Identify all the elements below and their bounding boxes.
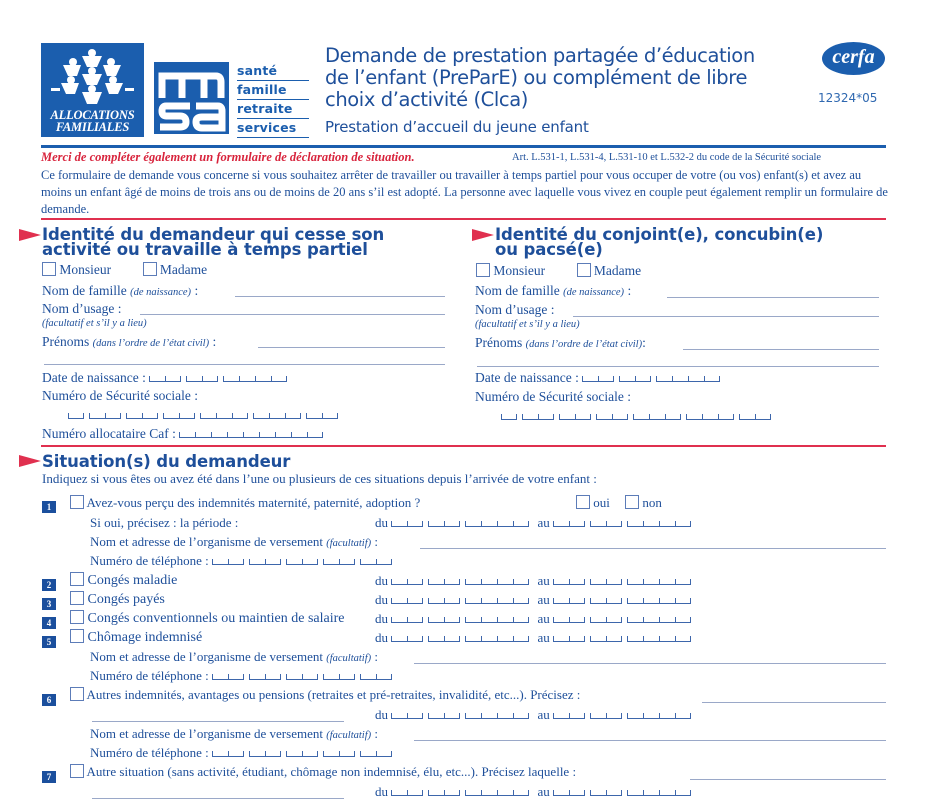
applicant-caf-number-field[interactable] [179,428,328,438]
end-date-field[interactable] [553,517,696,527]
start-date-field[interactable] [391,613,534,623]
situations-heading: Situation(s) du demandeur [42,452,291,471]
situation-4-row [70,610,345,627]
organisme-label: Nom et adresse de l’organisme de versement (facultatif) : [90,649,379,664]
legal-reference: Art. L.531-1, L.531-4, L.531-10 et L.532-2 du code de la Sécurité sociale [512,152,822,163]
label-note: (dans l’ordre de l’état civil) [525,339,643,350]
label-text: Nom et adresse de l’organisme de versement [90,649,323,664]
partner-nom-usage-field[interactable] [573,316,879,317]
au-label: au [537,707,550,722]
applicant-prenoms-field[interactable] [258,347,445,348]
applicant-heading [42,227,384,257]
start-date-field[interactable] [391,594,534,604]
partner-date-naissance-field[interactable] [582,372,725,382]
label-note: (de naissance) [563,287,625,298]
item-number-badge: 3 [42,598,56,610]
end-date-field[interactable] [553,594,696,604]
partner-prenoms-field[interactable] [683,349,879,350]
situation-1-row [70,495,420,511]
label-text: Prénoms [475,335,523,350]
header-divider [41,145,886,148]
situation-6-precisez-field-2[interactable] [92,721,344,722]
msa-word-famille: famille [237,81,309,100]
start-date-field[interactable] [391,517,534,527]
label-text: Numéro allocataire Caf : [42,426,176,441]
partner-nom-usage-label: Nom d’usage : [475,302,555,317]
situations-intro: Indiquez si vous êtes ou avez été dans l’une ou plusieurs de ces situations depuis l’arrivée de votre enfant : [42,471,597,486]
partner-heading-line-2: ou pacsé(e) [495,240,603,259]
telephone-row-1 [90,553,397,569]
du-label: du [375,573,388,588]
label-text: Numéro de téléphone : [90,553,209,568]
partner-civility [476,263,641,279]
au-label: au [537,592,550,607]
situation-7-label: Autre situation (sans activité, étudiant, chômage non indemnisé, élu, etc...). Précisez laquelle : [86,764,577,779]
situation-2-row [70,572,177,589]
end-date-field[interactable] [553,632,696,642]
start-date-field[interactable] [391,709,534,719]
situation-3-label: Congés payés [87,592,165,607]
title-line-2: de l’enfant (PreParE) ou complément de libre [325,66,748,89]
item-number-badge: 5 [42,636,56,648]
telephone-row-6 [90,745,397,761]
telephone-field-1[interactable] [212,555,397,565]
label-text: Nom de famille [475,283,560,298]
situation-3-checkbox[interactable] [70,591,84,605]
oui-label: oui [593,495,610,510]
situation-5-checkbox[interactable] [70,629,84,643]
label-note: (facultatif) [326,653,372,664]
partner-prenoms-label: Prénoms (dans l’ordre de l’état civil): [475,335,646,350]
situation-7-precisez-field[interactable] [690,779,886,780]
du-label: du [375,784,388,799]
au-label: au [537,784,550,799]
item-number-badge: 6 [42,694,56,706]
du-label: du [375,611,388,626]
situation-4-checkbox[interactable] [70,610,84,624]
applicant-secu-label: Numéro de Sécurité sociale : [42,388,198,403]
applicant-nom-usage-label: Nom d’usage : [42,301,122,316]
applicant-nom-famille-field[interactable] [235,296,445,297]
du-label: du [375,515,388,530]
end-date-field[interactable] [553,575,696,585]
label-text: Numéro de téléphone : [90,745,209,760]
applicant-caf-number [42,426,328,442]
organisme-label: Nom et adresse de l’organisme de versement (facultatif) : [90,726,379,741]
situation-item-1 [42,497,56,515]
situation-5-period [375,630,696,646]
organisme-label: Nom et adresse de l’organisme de versement (facultatif) : [90,534,379,549]
partner-secu-label: Numéro de Sécurité sociale : [475,389,631,404]
label-text: Date de naissance : [475,370,579,385]
applicant-nom-famille-label: Nom de famille (de naissance) : [42,283,199,298]
situation-4-period [375,611,696,627]
partner-madame-checkbox[interactable] [577,263,591,277]
label-text: Nom et adresse de l’organisme de versement [90,726,323,741]
start-date-field[interactable] [391,575,534,585]
applicant-madame-checkbox[interactable] [143,262,157,276]
label-text: Nom de famille [42,283,127,298]
partner-nom-famille-field[interactable] [667,297,879,298]
non-checkbox[interactable] [625,495,639,509]
label-note: (dans l’ordre de l’état civil) [92,338,210,349]
start-date-field[interactable] [391,632,534,642]
applicant-nom-usage-note: (facultatif et s’il y a lieu) [42,318,147,329]
madame-label: Madame [159,262,208,277]
applicant-civility [42,262,207,278]
situation-5-label: Chômage indemnisé [87,630,203,645]
caf-logo [41,43,144,137]
au-label: au [537,611,550,626]
applicant-secu-field[interactable] [68,406,343,424]
item-number-badge: 7 [42,771,56,783]
label-text: Date de naissance : [42,370,146,385]
section-divider [41,218,886,220]
msa-tagline [237,62,309,138]
oui-non-choice [576,495,662,511]
partner-monsieur-checkbox[interactable] [476,263,490,277]
situation-6-label: Autres indemnités, avantages ou pensions (retraites et pré-retraites, invalidité, etc...). Précisez : [86,687,581,702]
label-note: (facultatif) [326,538,372,549]
telephone-field-6[interactable] [212,747,397,757]
du-label: du [375,630,388,645]
organisme-field-5[interactable] [414,663,886,664]
end-date-field[interactable] [553,709,696,719]
applicant-prenoms-label: Prénoms (dans l’ordre de l’état civil) : [42,334,217,349]
partner-heading [495,227,823,257]
telephone-field-5[interactable] [212,670,397,680]
monsieur-label: Monsieur [493,263,546,278]
msa-monogram-icon [154,62,229,134]
madame-label: Madame [593,263,642,278]
situation-7-row [70,764,576,780]
applicant-date-naissance-field[interactable] [149,372,292,382]
arrow-icon [19,229,41,241]
au-label: au [537,515,550,530]
title-line-1: Demande de prestation partagée d’éducation [325,44,755,67]
applicant-heading-line-2: activité ou travaille à temps partiel [42,240,368,259]
situation-6-row [70,687,580,703]
situation-4-label: Congés conventionnels ou maintien de salaire [87,611,345,626]
situation-7-period [375,784,696,800]
label-note: (de naissance) [130,287,192,298]
label-text: Numéro de téléphone : [90,668,209,683]
situation-1-checkbox[interactable] [70,495,84,509]
end-date-field[interactable] [553,613,696,623]
situation-2-label: Congés maladie [87,573,178,588]
non-label: non [642,495,662,510]
partner-date-naissance [475,370,725,386]
applicant-nom-usage-field[interactable] [140,314,445,315]
label-note: (facultatif) [326,730,372,741]
organisme-field-6[interactable] [414,740,886,741]
cerfa-number: 12324*05 [818,91,878,105]
monsieur-label: Monsieur [59,262,112,277]
telephone-row-5 [90,668,397,684]
partner-nom-famille-label: Nom de famille (de naissance) : [475,283,632,298]
situation-3-period [375,592,696,608]
partner-prenoms-field-2[interactable] [477,366,879,367]
situation-2-checkbox[interactable] [70,572,84,586]
msa-word-services: services [237,119,309,138]
title-line-3: choix d’activité (Clca) [325,88,528,111]
applicant-heading-line-1: Identité du demandeur qui cesse son [42,225,385,244]
situation-6-checkbox[interactable] [70,687,84,701]
oui-checkbox[interactable] [576,495,590,509]
label-text: Prénoms [42,334,90,349]
au-label: au [537,573,550,588]
situation-6-period [375,707,696,723]
situation-6-precisez-field[interactable] [702,702,886,703]
du-label: du [375,592,388,607]
au-label: au [537,630,550,645]
partner-nom-usage-note: (facultatif et s’il y a lieu) [475,319,580,330]
msa-logo [154,62,229,134]
situation-1-label: Avez-vous perçu des indemnités maternité, paternité, adoption ? [86,495,421,510]
organisme-field-1[interactable] [420,548,886,549]
caf-logo-text-2: FAMILIALES [55,120,130,134]
situation-5-row [70,629,202,646]
applicant-date-naissance [42,370,292,386]
du-label: du [375,707,388,722]
end-date-field[interactable] [553,786,696,796]
start-date-field[interactable] [391,786,534,796]
section-divider [41,445,886,447]
situation-7-checkbox[interactable] [70,764,84,778]
item-number-badge: 1 [42,501,56,513]
form-title [325,45,825,111]
item-number-badge: 2 [42,579,56,591]
partner-heading-line-1: Identité du conjoint(e), concubin(e) [495,225,824,244]
situation-7-precisez-field-2[interactable] [92,798,344,799]
partner-secu-field[interactable] [501,407,776,425]
periode-label: Si oui, précisez : la période : [90,515,239,530]
msa-word-retraite: retraite [237,100,309,119]
arrow-icon [472,229,494,241]
caf-children-icon [49,47,136,107]
situation-1-period [375,515,696,531]
notice-red: Merci de compléter également un formulaire de déclaration de situation. [41,150,415,164]
cerfa-logo: cerfa [822,42,885,75]
msa-word-sante: santé [237,62,309,81]
intro-text: Ce formulaire de demande vous concerne si vous souhaitez arrêter de travailler ou travailler à temps partiel pour vous occuper de votre (ou vos) enfant(s) et avez au moins un enfant âgé de moins de trois ans ou de moins de 20 ans s’il est adopté. La personne avec laquelle vous vivez en couple peut également remplir un formulaire de demande. [41,168,888,216]
applicant-prenoms-field-2[interactable] [44,364,445,365]
caf-logo-text-1: ALLOCATIONS [50,108,135,122]
item-number-badge: 4 [42,617,56,629]
label-text: Nom et adresse de l’organisme de versement [90,534,323,549]
situation-3-row [70,591,165,608]
arrow-icon [19,455,41,467]
form-subtitle: Prestation d’accueil du jeune enfant [325,118,589,136]
applicant-monsieur-checkbox[interactable] [42,262,56,276]
situation-2-period [375,573,696,589]
